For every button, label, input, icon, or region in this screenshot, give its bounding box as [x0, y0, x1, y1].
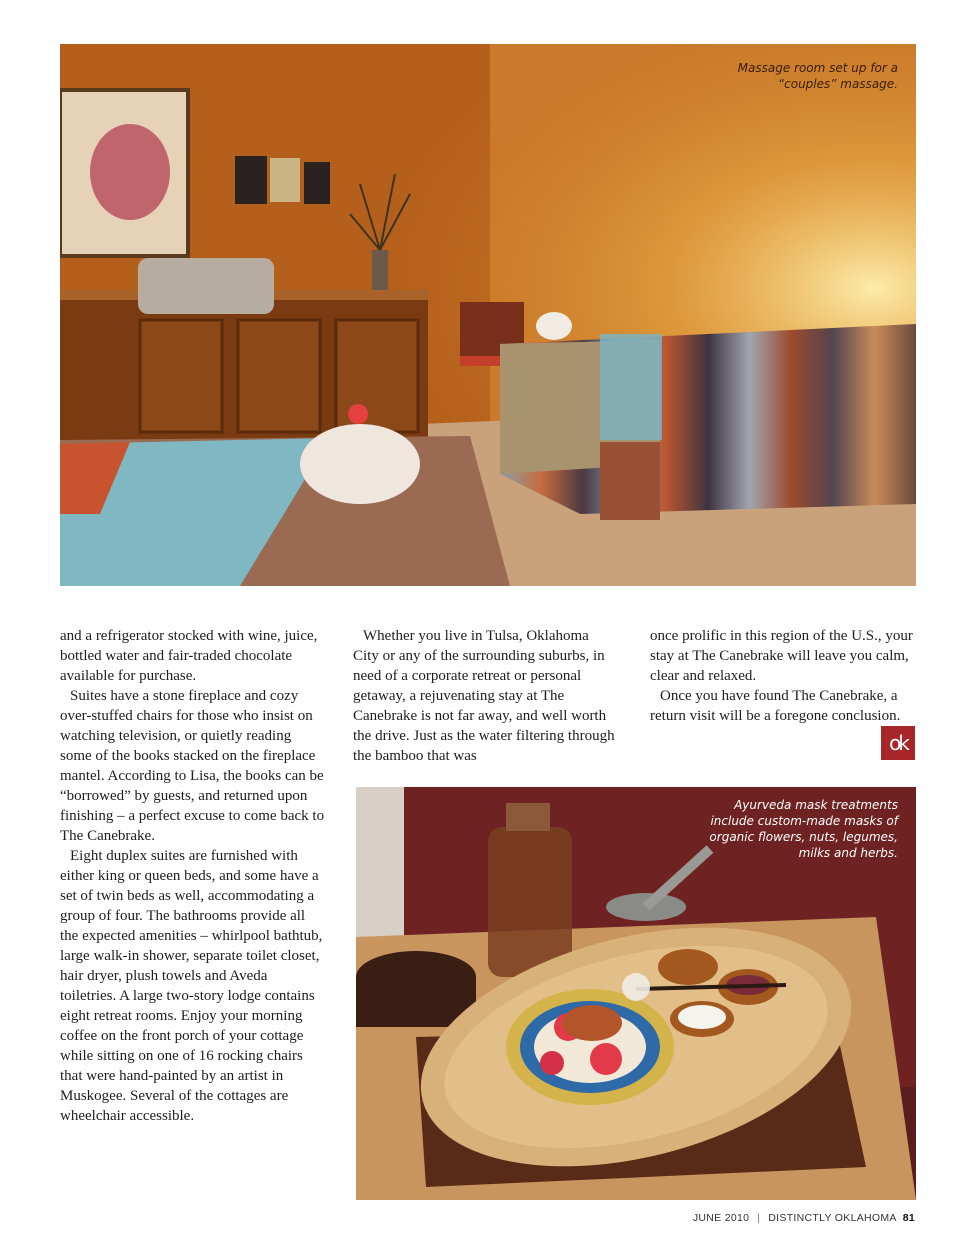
end-mark-logo: ok — [881, 726, 915, 760]
magazine-title: DISTINCTLY OKLAHOMA — [768, 1212, 897, 1224]
footer-separator: | — [757, 1212, 761, 1224]
page-number: 81 — [902, 1212, 915, 1224]
page-footer — [693, 1212, 915, 1224]
massage-room-illustration — [60, 44, 916, 586]
paragraph: Suites have a stone fireplace and cozy over-stuffed chairs for those who insist on watching television, or quietly reading some of the books stacked on the fireplace mantel. According to Lisa, the books can be “borrowed” by guests, and returned upon finishing – a perfect excuse to come back to The Canebrake. — [60, 688, 325, 844]
bottom-photo-caption: Ayurveda mask treatments include custom-made masks of organic flowers, nuts, legumes, milks and herbs. — [709, 798, 898, 860]
ayurveda-photo — [356, 787, 916, 1200]
text-column-1 — [60, 626, 325, 1126]
text-column-3 — [650, 626, 915, 726]
issue-date: JUNE 2010 — [692, 1212, 750, 1224]
paragraph: Whether you live in Tulsa, Oklahoma City or any of the surrounding suburbs, in need of a corporate retreat or personal getaway, a rejuvenating stay at The Canebrake is not far away, and well worth the drive. Just as the water filtering through the bamboo that was — [353, 628, 615, 764]
massage-room-photo — [60, 44, 916, 586]
paragraph: once prolific in this region of the U.S., your stay at The Canebrake will leave you calm, clear and relaxed. — [650, 628, 913, 684]
paragraph: Eight duplex suites are furnished with either king or queen beds, and some have a set of twin beds as well, accommodating a group of four. The bathrooms provide all the expected amenities – whirlpool bathtub, large walk-in shower, separate toilet closet, hair dryer, plush towels and Aveda toiletries. A large two-story lodge contains eight retreat rooms. Enjoy your morning coffee on the front porch of your cottage while sitting on one of 16 rocking chairs that were hand-painted by an artist in Muskogee. Several of the cottages are wheelchair accessible. — [60, 848, 323, 1124]
top-photo-caption: Massage room set up for a “couples” massage. — [737, 61, 898, 91]
paragraph: and a refrigerator stocked with wine, juice, bottled water and fair-traded chocolate available for purchase. — [60, 628, 318, 684]
paragraph: Once you have found The Canebrake, a return visit will be a foregone conclusion. — [650, 688, 901, 724]
text-column-2 — [353, 626, 618, 766]
